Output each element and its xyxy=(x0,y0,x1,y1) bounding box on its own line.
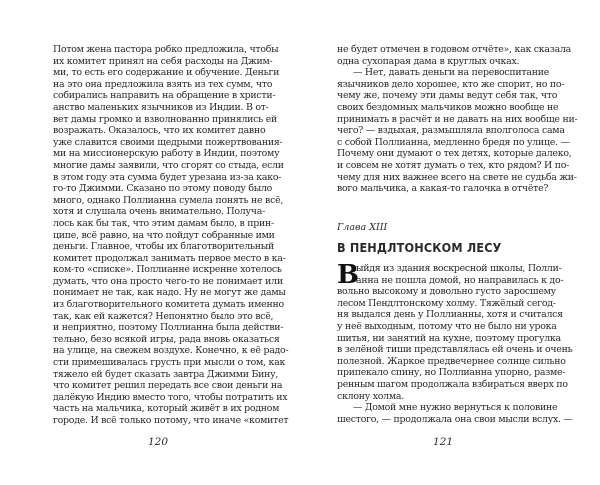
text-line: уже славится своими щедрыми пожертвования- xyxy=(53,136,283,148)
text-line: припекало спину, но Поллианна упорно, разме- xyxy=(337,367,566,379)
right-page xyxy=(300,0,600,485)
text-line: вет дамы громко и взволнованно принялись ей xyxy=(53,113,278,125)
text-line: го-то Джимми. Сказано по этому поводу было xyxy=(53,183,273,195)
text-line: язычников дело хорошее, кто же спорит, но по- xyxy=(337,78,565,90)
text-line: в этом году эта сумма будет урезана из-за како- xyxy=(53,171,282,183)
text-line: далёкую Индию вместо того, чтобы потратить их xyxy=(53,391,288,403)
text-line: тельно, безо всякой игры, рада вновь оказаться xyxy=(53,333,280,345)
right-page-text xyxy=(337,44,578,195)
text-line: Потом жена пастора робко предложила, чтобы xyxy=(53,44,279,55)
text-line: возражать. Оказалось, что их комитет давно xyxy=(53,125,266,137)
text-line: не будет отмечен в годовом отчёте», как сказала xyxy=(337,44,571,55)
text-line: Почему они думают о тех детях, которые далеко, xyxy=(337,148,572,160)
text-line: чего? — вздыхая, размышляла вполголоса сама xyxy=(337,125,565,137)
text-line: комитет продолжал занимать первое место в ка- xyxy=(53,252,286,264)
chapter-label: Глава XIII xyxy=(337,222,388,233)
text-line: склону холма. xyxy=(337,390,404,402)
text-line: деньги. Главное, чтобы их благотворительный xyxy=(53,241,274,253)
text-line: ренным шагом продолжала взбираться вверх по xyxy=(337,378,568,390)
text-line: принимать в расчёт и не давать на них вообще ни- xyxy=(337,113,578,125)
text-line: своих бездомных мальчиков можно вообще не xyxy=(337,101,559,113)
text-line: часть на мальчика, который живёт в их родном xyxy=(53,403,280,415)
chapter-body xyxy=(337,260,573,425)
text-line: и неприятно, поэтому Поллианна была действи- xyxy=(53,322,284,334)
drop-cap: В xyxy=(337,260,359,290)
text-line: — Нет, давать деньги на перевоспитание xyxy=(353,67,549,79)
text-line: на улице, на свежем воздухе. Конечно, к её радо- xyxy=(53,345,289,357)
text-line: вого мальчика, а какая-то галочка в отчёте? xyxy=(337,183,549,195)
text-line: с собой Поллианна, медленно бредя по улице. — xyxy=(337,136,570,148)
text-line: вольно высокому и довольно густо заросшему xyxy=(337,286,556,298)
text-line: понимает не так, как надо. Ну не могут же дамы xyxy=(53,287,286,299)
text-line: на это она предложила взять из тех сумм, что xyxy=(53,78,273,90)
text-line: — Домой мне нужно вернуться к половине xyxy=(353,402,558,414)
text-line: в зелёной тиши представлялась ей очень и очень xyxy=(337,344,573,356)
page-number-right: 121 xyxy=(432,436,454,448)
text-line: ком-то «списке». Поллианне искренне хотелось xyxy=(53,264,282,276)
text-line: ми на миссионерскую работу в Индии, поэтому xyxy=(53,148,280,160)
text-line: шестого, — продолжала она свои мысли вслух. — xyxy=(337,413,573,425)
text-line: думать, что она просто чего-то не понимает или xyxy=(53,275,283,287)
text-line: городе. И всё только потому, что иначе «комитет xyxy=(53,415,289,426)
text-line: ми, то есть его содержание и обучение. Деньги xyxy=(53,67,280,79)
text-line: многие дамы заявили, что сгорят со стыда, если xyxy=(53,159,284,171)
left-page-text xyxy=(53,44,289,427)
text-line: их комитет принял на себя расходы на Джим- xyxy=(53,55,273,67)
text-line: лось как бы так, что этим дамам было, в прин- xyxy=(53,217,274,229)
text-line: одна сухопарая дама в круглых очках. xyxy=(337,55,520,67)
text-line: анна не пошла домой, но направилась к до- xyxy=(356,274,564,286)
text-line: чему для них важнее всего на свете не судьба жи- xyxy=(337,171,577,183)
text-line: шитья, ни занятий на кухне, поэтому прогулка xyxy=(337,332,561,344)
text-line: что комитет решил передать все свои деньги на xyxy=(53,380,283,392)
text-line: лесом Пендлтонскому холму. Тяжёлый сегод- xyxy=(337,297,556,309)
text-line: полезной. Жаркое предвечернее солнце сильно xyxy=(337,355,566,367)
chapter-title: В ПЕНДЛТОНСКОМ ЛЕСУ xyxy=(337,240,502,255)
text-line: ня выдался день у Поллианны, хотя и считался xyxy=(337,309,563,321)
text-line: анство маленьких язычников из Индии. В от- xyxy=(53,101,269,113)
text-line: так, как ей кажется? Непонятно было это всё, xyxy=(53,310,274,322)
text-line: ыйдя из здания воскресной школы, Полли- xyxy=(356,263,562,274)
text-line: ципе, всё равно, на что пойдут собранные ими xyxy=(53,229,275,241)
text-line: сти примешивалась грусть при мысли о том, как xyxy=(53,357,286,369)
text-line: много, однако Поллианна сумела понять не всё, xyxy=(53,194,284,206)
text-line: из благотворительного комитета думать именно xyxy=(53,299,284,311)
page-number-left: 120 xyxy=(147,436,169,448)
text-line: тяжело ей будет сказать завтра Джимми Бину, xyxy=(53,368,279,380)
text-line: хотя и слушала очень внимательно. Получа- xyxy=(53,206,265,218)
text-line: чему же, почему эти дамы ведут себя так, что xyxy=(337,90,558,102)
text-line: собирались направить на обращение в христи- xyxy=(53,90,276,102)
text-line: у неё выходным, потому что не было ни урока xyxy=(337,320,557,332)
text-line: и совсем не хотят думать о тех, кто рядом? И по- xyxy=(337,159,570,171)
